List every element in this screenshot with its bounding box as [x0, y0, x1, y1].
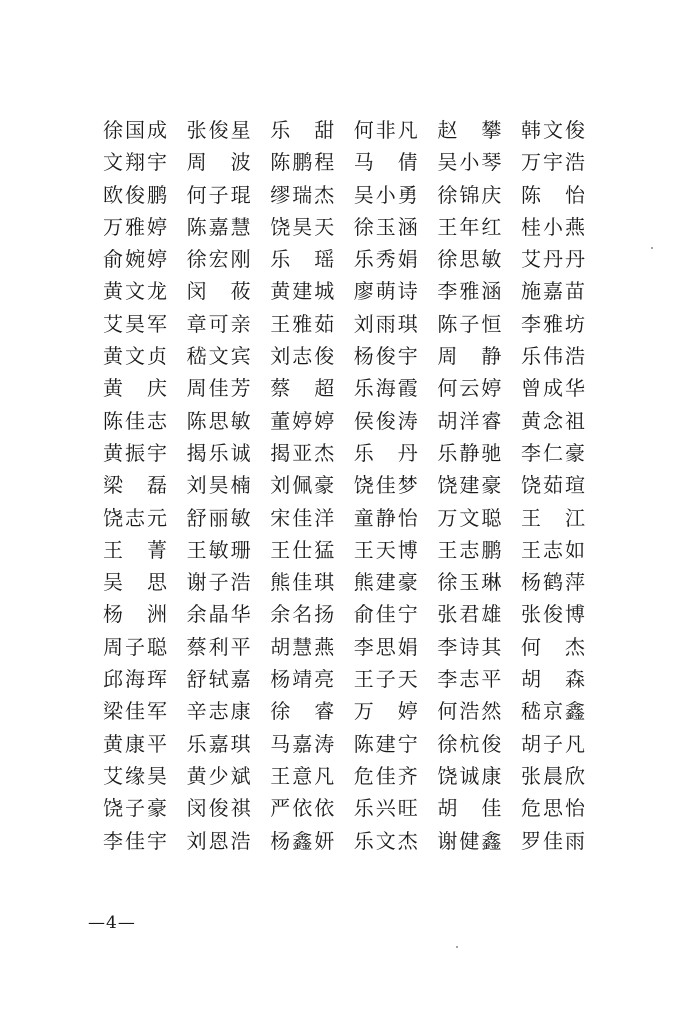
- name-entry: 黄 庆: [103, 376, 167, 401]
- name-entry: 吴 小 勇: [353, 182, 418, 207]
- name-entry: 欧 俊 鹏: [103, 182, 167, 207]
- name-entry: 吴 思: [103, 570, 167, 595]
- name-entry: 艾 缘 昊: [103, 763, 167, 788]
- name-entry: 舒 轼 嘉: [186, 667, 251, 692]
- name-entry: 杨 靖 亮: [270, 667, 335, 692]
- name-entry: 周 静: [437, 344, 502, 369]
- name-entry: 黄 念 祖: [520, 408, 585, 433]
- scan-speck: [651, 247, 653, 249]
- name-entry: 马 倩: [353, 150, 418, 175]
- name-entry: 杨 鑫 妍: [270, 828, 335, 853]
- name-entry: 谢 子 浩: [186, 570, 251, 595]
- name-entry: 揭 乐 诚: [186, 440, 251, 465]
- name-entry: 闵 俊 祺: [186, 796, 251, 821]
- name-entry: 李 佳 宇: [103, 828, 167, 853]
- name-entry: 何 子 琨: [186, 182, 251, 207]
- name-entry: 万 文 聪: [437, 505, 502, 530]
- name-entry: 乐 嘉 琪: [186, 731, 251, 756]
- name-entry: 陈 子 恒: [437, 311, 502, 336]
- name-entry: 熊 佳 琪: [270, 570, 335, 595]
- name-entry: 马 嘉 涛: [270, 731, 335, 756]
- name-entry: 蔡 利 平: [186, 634, 251, 659]
- name-entry: 王 志 鹏: [437, 537, 502, 562]
- name-entry: 乐 伟 浩: [520, 344, 585, 369]
- name-entry: 辛 志 康: [186, 699, 251, 724]
- name-entry: 周 子 聪: [103, 634, 167, 659]
- name-entry: 刘 昊 楠: [186, 473, 251, 498]
- name-entry: 吴 小 琴: [437, 150, 502, 175]
- name-entry: 饶 子 豪: [103, 796, 167, 821]
- name-entry: 乐 甜: [270, 118, 335, 142]
- name-entry: 王 雅 茹: [270, 311, 335, 336]
- name-entry: 严 依 依: [270, 796, 335, 821]
- name-entry: 胡 佳: [437, 796, 502, 821]
- name-entry: 杨 鹤 萍: [520, 570, 585, 595]
- name-entry: 饶 志 元: [103, 505, 167, 530]
- name-entry: 饶 佳 梦: [353, 473, 418, 498]
- name-entry: 俞 佳 宁: [353, 602, 418, 627]
- name-entry: 何 浩 然: [437, 699, 502, 724]
- name-entry: 张 俊 博: [520, 602, 585, 627]
- name-entry: 胡 子 凡: [520, 731, 585, 756]
- name-entry: 胡 洋 睿: [437, 408, 502, 433]
- name-entry: 饶 建 豪: [437, 473, 502, 498]
- name-entry: 何 云 婷: [437, 376, 502, 401]
- name-entry: 嵇 文 宾: [186, 344, 251, 369]
- name-entry: 周 波: [186, 150, 251, 175]
- name-entry: 乐 文 杰: [353, 828, 418, 853]
- name-entry: 乐 秀 娟: [353, 247, 418, 272]
- name-entry: 谢 健 鑫: [437, 828, 502, 853]
- name-entry: 张 晨 欣: [520, 763, 585, 788]
- name-entry: 李 仁 豪: [520, 440, 585, 465]
- name-entry: 徐 睿: [270, 699, 335, 724]
- name-entry: 李 雅 坊: [520, 311, 585, 336]
- name-entry: 王 天 博: [353, 537, 418, 562]
- name-entry: 陈 建 宁: [353, 731, 418, 756]
- name-entry: 邱 海 珲: [103, 667, 167, 692]
- name-entry: 黄 建 城: [270, 279, 335, 304]
- name-entry: 宋 佳 洋: [270, 505, 335, 530]
- name-entry: 舒 丽 敏: [186, 505, 251, 530]
- name-entry: 徐 思 敏: [437, 247, 502, 272]
- name-entry: 艾 昊 军: [103, 311, 167, 336]
- name-entry: 王 年 红: [437, 214, 502, 239]
- name-entry: 蔡 超: [270, 376, 335, 401]
- name-entry: 李 志 平: [437, 667, 502, 692]
- name-entry: 侯 俊 涛: [353, 408, 418, 433]
- name-entry: 万 婷: [353, 699, 418, 724]
- name-entry: 廖 萌 诗: [353, 279, 418, 304]
- name-entry: 徐 杭 俊: [437, 731, 502, 756]
- name-entry: 陈 鹏 程: [270, 150, 335, 175]
- name-entry: 乐 瑶: [270, 247, 335, 272]
- name-entry: 徐 宏 刚: [186, 247, 251, 272]
- name-entry: 万 雅 婷: [103, 214, 167, 239]
- name-entry: 饶 茹 瑄: [520, 473, 585, 498]
- name-entry: 徐 锦 庆: [437, 182, 502, 207]
- name-entry: 杨 俊 宇: [353, 344, 418, 369]
- name-entry: 王 敏 珊: [186, 537, 251, 562]
- name-entry: 张 君 雄: [437, 602, 502, 627]
- name-entry: 王 志 如: [520, 537, 585, 562]
- name-entry: 饶 诚 康: [437, 763, 502, 788]
- name-entry: 王 意 凡: [270, 763, 335, 788]
- name-entry: 何 杰: [520, 634, 585, 659]
- name-entry: 刘 恩 浩: [186, 828, 251, 853]
- name-entry: 罗 佳 雨: [520, 828, 585, 853]
- name-entry: 周 佳 芳: [186, 376, 251, 401]
- name-entry: 胡 森: [520, 667, 585, 692]
- name-entry: 陈 思 敏: [186, 408, 251, 433]
- name-entry: 刘 志 俊: [270, 344, 335, 369]
- name-entry: 梁 佳 军: [103, 699, 167, 724]
- name-entry: 徐 玉 琳: [437, 570, 502, 595]
- name-entry: 何 非 凡: [353, 118, 418, 142]
- name-entry: 梁 磊: [103, 473, 167, 498]
- name-entry: 饶 昊 天: [270, 214, 335, 239]
- name-entry: 童 静 怡: [353, 505, 418, 530]
- name-entry: 俞 婉 婷: [103, 247, 167, 272]
- name-entry: 闵 莜: [186, 279, 251, 304]
- name-entry: 曾 成 华: [520, 376, 585, 401]
- name-entry: 王 仕 猛: [270, 537, 335, 562]
- name-entry: 缪 瑞 杰: [270, 182, 335, 207]
- name-entry: 施 嘉 苗: [520, 279, 585, 304]
- name-entry: 乐 兴 旺: [353, 796, 418, 821]
- name-entry: 黄 文 龙: [103, 279, 167, 304]
- name-entry: 陈 嘉 慧: [186, 214, 251, 239]
- name-entry: 赵 攀: [437, 118, 502, 142]
- name-entry: 胡 慧 燕: [270, 634, 335, 659]
- name-entry: 李 思 娟: [353, 634, 418, 659]
- name-entry: 黄 康 平: [103, 731, 167, 756]
- name-entry: 桂 小 燕: [520, 214, 585, 239]
- name-entry: 刘 雨 琪: [353, 311, 418, 336]
- page-number: —4—: [88, 913, 136, 933]
- name-entry: 徐 国 成: [103, 118, 167, 142]
- name-entry: 黄 文 贞: [103, 344, 167, 369]
- name-entry: 黄 少 斌: [186, 763, 251, 788]
- name-entry: 王 菁: [103, 537, 167, 562]
- names-grid: [93, 114, 593, 857]
- name-entry: 艾 丹 丹: [520, 247, 585, 272]
- name-entry: 陈 佳 志: [103, 408, 167, 433]
- name-entry: 揭 亚 杰: [270, 440, 335, 465]
- name-entry: 章 可 亲: [186, 311, 251, 336]
- name-entry: 董 婷 婷: [270, 408, 335, 433]
- name-entry: 王 江: [520, 505, 585, 530]
- name-entry: 杨 洲: [103, 602, 167, 627]
- name-entry: 黄 振 宇: [103, 440, 167, 465]
- name-entry: 熊 建 豪: [353, 570, 418, 595]
- scan-speck: [456, 946, 458, 948]
- name-entry: 乐 静 驰: [437, 440, 502, 465]
- name-entry: 余 名 扬: [270, 602, 335, 627]
- name-entry: 李 诗 其: [437, 634, 502, 659]
- name-entry: 文 翔 宇: [103, 150, 167, 175]
- name-entry: 张 俊 星: [186, 118, 251, 142]
- name-entry: 嵇 京 鑫: [520, 699, 585, 724]
- name-entry: 危 佳 齐: [353, 763, 418, 788]
- name-entry: 万 宇 浩: [520, 150, 585, 175]
- name-entry: 刘 佩 豪: [270, 473, 335, 498]
- name-entry: 陈 怡: [520, 182, 585, 207]
- name-entry: 李 雅 涵: [437, 279, 502, 304]
- name-entry: 乐 丹: [353, 440, 418, 465]
- name-entry: 韩 文 俊: [520, 118, 585, 142]
- name-entry: 危 思 怡: [520, 796, 585, 821]
- name-entry: 徐 玉 涵: [353, 214, 418, 239]
- name-entry: 余 晶 华: [186, 602, 251, 627]
- name-entry: 乐 海 霞: [353, 376, 418, 401]
- name-entry: 王 子 天: [353, 667, 418, 692]
